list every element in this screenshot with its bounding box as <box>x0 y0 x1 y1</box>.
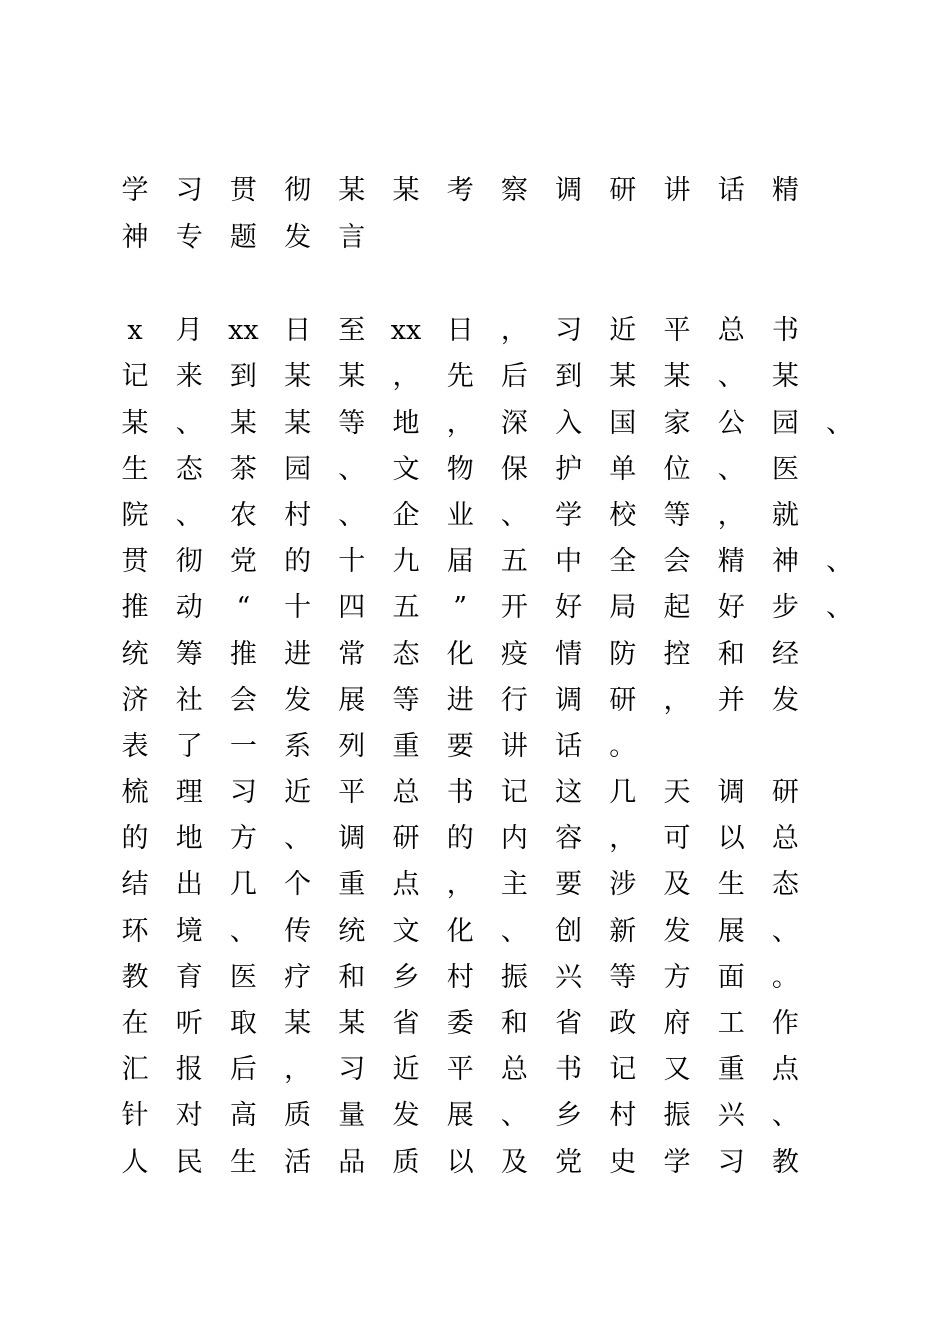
glyph: 专 <box>175 222 203 253</box>
glyph: 记 <box>500 777 528 808</box>
glyph: 对 <box>175 1100 203 1131</box>
glyph: 十 <box>284 592 312 623</box>
glyph: 村 <box>284 500 312 531</box>
glyph: 研 <box>771 777 799 808</box>
glyph: 贯 <box>121 546 149 577</box>
glyph: 月 <box>175 315 203 346</box>
glyph: 护 <box>555 454 583 485</box>
glyph: 、 <box>717 361 745 392</box>
glyph: 九 <box>392 546 420 577</box>
glyph: 开 <box>500 592 528 623</box>
glyph: 个 <box>284 869 312 900</box>
glyph: 府 <box>663 1008 691 1039</box>
glyph: 发 <box>392 1100 420 1131</box>
glyph: 化 <box>446 639 474 670</box>
glyph: 某 <box>284 1008 312 1039</box>
glyph: 党 <box>555 1147 583 1178</box>
glyph: 、 <box>175 500 203 531</box>
glyph: 及 <box>663 869 691 900</box>
glyph: 在 <box>121 1008 149 1039</box>
glyph: 入 <box>555 408 583 439</box>
glyph: 习 <box>175 175 203 206</box>
glyph: ， <box>663 685 691 716</box>
glyph: 村 <box>446 962 474 993</box>
glyph: 发 <box>284 222 312 253</box>
glyph: 医 <box>771 454 799 485</box>
glyph: 近 <box>609 315 637 346</box>
glyph: 方 <box>663 962 691 993</box>
glyph: 省 <box>392 1008 420 1039</box>
glyph: 生 <box>229 1147 257 1178</box>
glyph: 和 <box>500 1008 528 1039</box>
glyph: 听 <box>175 1008 203 1039</box>
glyph: 贯 <box>229 175 257 206</box>
glyph: 动 <box>175 592 203 623</box>
glyph: 展 <box>338 685 366 716</box>
glyph: 四 <box>338 592 366 623</box>
glyph: 某 <box>284 408 312 439</box>
glyph: 讲 <box>663 175 691 206</box>
glyph: 疗 <box>284 962 312 993</box>
glyph: 平 <box>663 315 691 346</box>
glyph: 文 <box>392 916 420 947</box>
glyph: 的 <box>121 823 149 854</box>
glyph: 日 <box>446 315 474 346</box>
glyph: 等 <box>609 962 637 993</box>
glyph: 研 <box>609 175 637 206</box>
glyph: 等 <box>392 685 420 716</box>
glyph: 、 <box>500 916 528 947</box>
glyph: 质 <box>284 1100 312 1131</box>
glyph: 到 <box>229 361 257 392</box>
glyph: 品 <box>338 1147 366 1178</box>
glyph: 可 <box>663 823 691 854</box>
glyph: xx <box>228 315 259 346</box>
glyph: 国 <box>609 408 637 439</box>
glyph: 来 <box>175 361 203 392</box>
glyph: 了 <box>175 731 203 762</box>
glyph: ， <box>284 1054 312 1085</box>
glyph: 某 <box>284 361 312 392</box>
body-line-18 <box>121 1093 884 1139</box>
glyph: 起 <box>663 592 691 623</box>
glyph: 好 <box>555 592 583 623</box>
glyph: 调 <box>555 685 583 716</box>
glyph: 神 <box>771 546 799 577</box>
glyph: 民 <box>175 1147 203 1178</box>
glyph: 局 <box>609 592 637 623</box>
glyph: 话 <box>555 731 583 762</box>
glyph: 后 <box>229 1054 257 1085</box>
glyph: 先 <box>446 361 474 392</box>
glyph: 、 <box>338 454 366 485</box>
glyph: 的 <box>446 823 474 854</box>
glyph: 。 <box>609 731 637 762</box>
glyph: 振 <box>500 962 528 993</box>
body-line-17 <box>121 1047 884 1093</box>
body-line-7 <box>121 585 884 631</box>
glyph: 学 <box>663 1147 691 1178</box>
glyph: 省 <box>555 1008 583 1039</box>
body-line-3 <box>121 401 884 447</box>
glyph: 届 <box>446 546 474 577</box>
glyph: 全 <box>609 546 637 577</box>
glyph: 生 <box>121 454 149 485</box>
glyph: 学 <box>121 175 149 206</box>
body-line-10 <box>121 724 884 770</box>
glyph: 农 <box>229 500 257 531</box>
glyph: 、 <box>771 1100 799 1131</box>
glyph: 展 <box>446 1100 474 1131</box>
glyph: 记 <box>609 1054 637 1085</box>
glyph: 步 <box>771 592 799 623</box>
glyph: 、 <box>500 500 528 531</box>
glyph: xx <box>390 315 422 346</box>
glyph: 记 <box>121 361 149 392</box>
glyph: 环 <box>121 916 149 947</box>
glyph: 某 <box>663 361 691 392</box>
glyph: 防 <box>609 639 637 670</box>
body-line-19 <box>121 1140 884 1186</box>
glyph: 深 <box>500 408 528 439</box>
body-line-12 <box>121 816 884 862</box>
glyph: 、 <box>338 500 366 531</box>
body-line-5 <box>121 493 884 539</box>
body-line-13 <box>121 862 884 908</box>
glyph: 某 <box>392 175 420 206</box>
glyph: 推 <box>229 639 257 670</box>
glyph: 、 <box>826 546 854 577</box>
glyph: 几 <box>229 869 257 900</box>
glyph: 梳 <box>121 777 149 808</box>
glyph: 某 <box>229 408 257 439</box>
glyph: 医 <box>229 962 257 993</box>
glyph: 并 <box>717 685 745 716</box>
glyph: 调 <box>338 823 366 854</box>
glyph: “ <box>236 592 251 623</box>
glyph: 进 <box>284 639 312 670</box>
glyph: 位 <box>663 454 691 485</box>
glyph: 彻 <box>175 546 203 577</box>
body-line-8 <box>121 632 884 678</box>
glyph: 言 <box>338 222 366 253</box>
glyph: 又 <box>663 1054 691 1085</box>
glyph: ” <box>453 592 468 623</box>
glyph: 以 <box>446 1147 474 1178</box>
glyph: 、 <box>826 408 854 439</box>
glyph: 总 <box>771 823 799 854</box>
glyph: ， <box>500 315 528 346</box>
glyph: 进 <box>446 685 474 716</box>
glyph: 统 <box>121 639 149 670</box>
glyph: 好 <box>717 592 745 623</box>
glyph: 文 <box>392 454 420 485</box>
glyph: 院 <box>121 500 149 531</box>
glyph: 经 <box>771 639 799 670</box>
glyph: ， <box>609 823 637 854</box>
glyph: 控 <box>663 639 691 670</box>
glyph: 十 <box>338 546 366 577</box>
glyph: 天 <box>663 777 691 808</box>
body-line-4 <box>121 447 884 493</box>
glyph: 、 <box>284 823 312 854</box>
glyph: 习 <box>717 1147 745 1178</box>
glyph: x <box>127 315 143 346</box>
glyph: 到 <box>555 361 583 392</box>
glyph: 疫 <box>500 639 528 670</box>
glyph: 校 <box>609 500 637 531</box>
glyph: 展 <box>717 916 745 947</box>
body-line-2 <box>121 354 884 400</box>
glyph: 境 <box>175 916 203 947</box>
glyph: 常 <box>338 639 366 670</box>
glyph: 。 <box>771 962 799 993</box>
glyph: 地 <box>392 408 420 439</box>
glyph: 态 <box>771 869 799 900</box>
glyph: 人 <box>121 1147 149 1178</box>
glyph: 针 <box>121 1100 149 1131</box>
glyph: 某 <box>771 361 799 392</box>
glyph: 至 <box>338 315 366 346</box>
glyph: 教 <box>771 1147 799 1178</box>
glyph: 几 <box>609 777 637 808</box>
glyph: 和 <box>338 962 366 993</box>
glyph: 公 <box>717 408 745 439</box>
glyph: 创 <box>555 916 583 947</box>
glyph: 重 <box>717 1054 745 1085</box>
glyph: 学 <box>555 500 583 531</box>
glyph: 汇 <box>121 1054 149 1085</box>
glyph: 就 <box>771 500 799 531</box>
glyph: 、 <box>229 916 257 947</box>
glyph: 育 <box>175 962 203 993</box>
glyph: 的 <box>284 546 312 577</box>
glyph: 发 <box>771 685 799 716</box>
glyph: 书 <box>555 1054 583 1085</box>
glyph: 、 <box>717 454 745 485</box>
glyph: ， <box>717 500 745 531</box>
glyph: 精 <box>771 175 799 206</box>
glyph: 某 <box>609 361 637 392</box>
glyph: 平 <box>446 1054 474 1085</box>
glyph: 面 <box>717 962 745 993</box>
glyph: 习 <box>338 1054 366 1085</box>
glyph: 乡 <box>555 1100 583 1131</box>
glyph: 某 <box>338 1008 366 1039</box>
glyph: 重 <box>392 731 420 762</box>
glyph: 某 <box>121 408 149 439</box>
glyph: 、 <box>175 408 203 439</box>
glyph: 会 <box>229 685 257 716</box>
glyph: 总 <box>500 1054 528 1085</box>
glyph: 结 <box>121 869 149 900</box>
glyph: 工 <box>717 1008 745 1039</box>
glyph: 单 <box>609 454 637 485</box>
glyph: 日 <box>284 315 312 346</box>
body-line-15 <box>121 955 884 1001</box>
glyph: 研 <box>392 823 420 854</box>
glyph: 近 <box>284 777 312 808</box>
glyph: 保 <box>500 454 528 485</box>
glyph: 习 <box>555 315 583 346</box>
body-line-14 <box>121 909 884 955</box>
glyph: 近 <box>392 1054 420 1085</box>
glyph: 、 <box>771 916 799 947</box>
glyph: 委 <box>446 1008 474 1039</box>
glyph: 某 <box>338 175 366 206</box>
glyph: 习 <box>229 777 257 808</box>
glyph: 后 <box>500 361 528 392</box>
glyph: 会 <box>663 546 691 577</box>
glyph: 量 <box>338 1100 366 1131</box>
glyph: ， <box>446 869 474 900</box>
glyph: 总 <box>717 315 745 346</box>
glyph: 党 <box>229 546 257 577</box>
glyph: 考 <box>446 175 474 206</box>
glyph: 理 <box>175 777 203 808</box>
glyph: 和 <box>717 639 745 670</box>
glyph: 茶 <box>229 454 257 485</box>
glyph: 等 <box>338 408 366 439</box>
glyph: 五 <box>500 546 528 577</box>
glyph: 中 <box>555 546 583 577</box>
glyph: 教 <box>121 962 149 993</box>
glyph: 筹 <box>175 639 203 670</box>
glyph: 园 <box>771 408 799 439</box>
glyph: 表 <box>121 731 149 762</box>
body-line-6 <box>121 539 884 585</box>
glyph: 某 <box>338 361 366 392</box>
glyph: 推 <box>121 592 149 623</box>
glyph: 报 <box>175 1054 203 1085</box>
glyph: 及 <box>500 1147 528 1178</box>
glyph: 新 <box>609 916 637 947</box>
glyph: 生 <box>717 869 745 900</box>
glyph: 乡 <box>392 962 420 993</box>
glyph: 兴 <box>717 1100 745 1131</box>
glyph: 地 <box>175 823 203 854</box>
glyph: 取 <box>229 1008 257 1039</box>
glyph: 出 <box>175 869 203 900</box>
glyph: 总 <box>392 777 420 808</box>
glyph: 发 <box>663 916 691 947</box>
glyph: 要 <box>555 869 583 900</box>
glyph: 点 <box>771 1054 799 1085</box>
glyph: 以 <box>717 823 745 854</box>
glyph: 化 <box>446 916 474 947</box>
body-line-11 <box>121 770 884 816</box>
glyph: 调 <box>717 777 745 808</box>
glyph: 精 <box>717 546 745 577</box>
glyph: 主 <box>500 869 528 900</box>
glyph: 调 <box>555 175 583 206</box>
glyph: 、 <box>826 592 854 623</box>
glyph: 点 <box>392 869 420 900</box>
glyph: 要 <box>446 731 474 762</box>
glyph: 态 <box>392 639 420 670</box>
glyph: 济 <box>121 685 149 716</box>
glyph: 家 <box>663 408 691 439</box>
body-line-9 <box>121 678 884 724</box>
glyph: 业 <box>446 500 474 531</box>
glyph: 彻 <box>284 175 312 206</box>
glyph: 话 <box>717 175 745 206</box>
glyph: 书 <box>771 315 799 346</box>
glyph: 这 <box>555 777 583 808</box>
glyph: 书 <box>446 777 474 808</box>
glyph: 传 <box>284 916 312 947</box>
glyph: ， <box>446 408 474 439</box>
glyph: 政 <box>609 1008 637 1039</box>
glyph: 题 <box>229 222 257 253</box>
glyph: 内 <box>500 823 528 854</box>
glyph: 村 <box>609 1100 637 1131</box>
glyph: 涉 <box>609 869 637 900</box>
title-line-1 <box>121 168 884 214</box>
glyph: 园 <box>284 454 312 485</box>
glyph: 方 <box>229 823 257 854</box>
glyph: 五 <box>392 592 420 623</box>
glyph: 情 <box>555 639 583 670</box>
glyph: 讲 <box>500 731 528 762</box>
glyph: 态 <box>175 454 203 485</box>
glyph: 统 <box>338 916 366 947</box>
glyph: 容 <box>555 823 583 854</box>
glyph: 列 <box>338 731 366 762</box>
glyph: 神 <box>121 222 149 253</box>
glyph: 物 <box>446 454 474 485</box>
glyph: 作 <box>771 1008 799 1039</box>
glyph: 察 <box>500 175 528 206</box>
glyph: 等 <box>663 500 691 531</box>
glyph: 重 <box>338 869 366 900</box>
glyph: 活 <box>284 1147 312 1178</box>
glyph: 行 <box>500 685 528 716</box>
glyph: 企 <box>392 500 420 531</box>
glyph: 兴 <box>555 962 583 993</box>
title-line-2 <box>121 215 884 261</box>
glyph: 平 <box>338 777 366 808</box>
glyph: 社 <box>175 685 203 716</box>
glyph: 系 <box>284 731 312 762</box>
glyph: 发 <box>284 685 312 716</box>
glyph: 一 <box>229 731 257 762</box>
glyph: 振 <box>663 1100 691 1131</box>
glyph: 、 <box>500 1100 528 1131</box>
glyph: 史 <box>609 1147 637 1178</box>
glyph: ， <box>392 361 420 392</box>
glyph: 高 <box>229 1100 257 1131</box>
glyph: 质 <box>392 1147 420 1178</box>
body-line-16 <box>121 1001 884 1047</box>
body-line-1 <box>124 308 884 354</box>
glyph: 研 <box>609 685 637 716</box>
